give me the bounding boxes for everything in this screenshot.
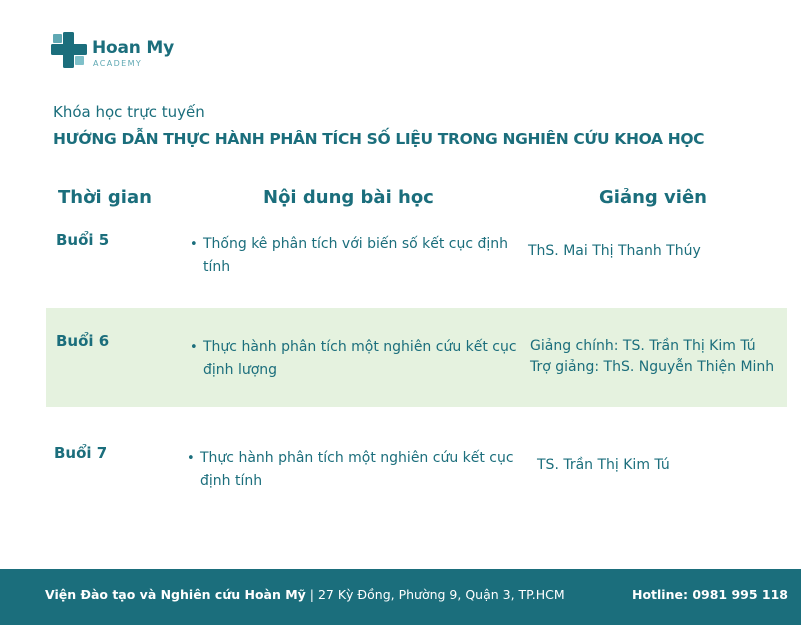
teacher-name: TS. Trần Thị Kim Tú bbox=[537, 457, 670, 473]
lesson-content-text: Thực hành phân tích một nghiên cứu kết cục định lượng bbox=[203, 339, 517, 378]
lesson-content bbox=[190, 233, 520, 279]
footer-separator: | bbox=[305, 587, 318, 602]
column-header-teacher: Giảng viên bbox=[599, 187, 707, 208]
institute-name: Viện Đào tạo và Nghiên cứu Hoàn Mỹ bbox=[45, 587, 306, 602]
session-label: Buổi 7 bbox=[54, 444, 108, 462]
lesson-content bbox=[187, 447, 517, 493]
institute-address: 27 Kỳ Đồng, Phường 9, Quận 3, TP.HCM bbox=[317, 587, 565, 602]
bullet-dot-icon: • bbox=[190, 237, 198, 252]
lesson-content-text: Thống kê phân tích với biến số kết cục định tính bbox=[203, 236, 509, 275]
lesson-content-text: Thực hành phân tích một nghiên cứu kết cục định tính bbox=[200, 450, 514, 489]
course-title: HƯỚNG DẪN THỰC HÀNH PHÂN TÍCH SỐ LIỆU TRONG NGHIÊN CỨU KHOA HỌC bbox=[53, 130, 705, 148]
session-label: Buổi 5 bbox=[56, 231, 110, 249]
logo-subtitle: ACADEMY bbox=[93, 59, 143, 68]
teacher-main: Giảng chính: TS. Trần Thị Kim Tú bbox=[530, 338, 756, 354]
footer-institute-address bbox=[45, 587, 565, 602]
logo-name: Hoan My bbox=[92, 38, 174, 58]
hotline: Hotline: 0981 995 118 bbox=[632, 587, 788, 602]
footer-bar bbox=[0, 569, 801, 625]
column-header-content: Nội dung bài học bbox=[263, 187, 434, 208]
bullet-dot-icon: • bbox=[190, 340, 198, 355]
course-type: Khóa học trực tuyến bbox=[53, 103, 205, 121]
hoan-my-academy-logo bbox=[51, 32, 181, 72]
teacher-assistant: Trợ giảng: ThS. Nguyễn Thiện Minh bbox=[530, 359, 775, 375]
column-header-time: Thời gian bbox=[58, 187, 152, 208]
bullet-dot-icon: • bbox=[187, 451, 195, 466]
medical-cross-logo-icon bbox=[51, 32, 87, 68]
teacher-name: ThS. Mai Thị Thanh Thúy bbox=[528, 243, 701, 259]
lesson-content bbox=[190, 336, 520, 382]
session-label: Buổi 6 bbox=[56, 332, 110, 350]
